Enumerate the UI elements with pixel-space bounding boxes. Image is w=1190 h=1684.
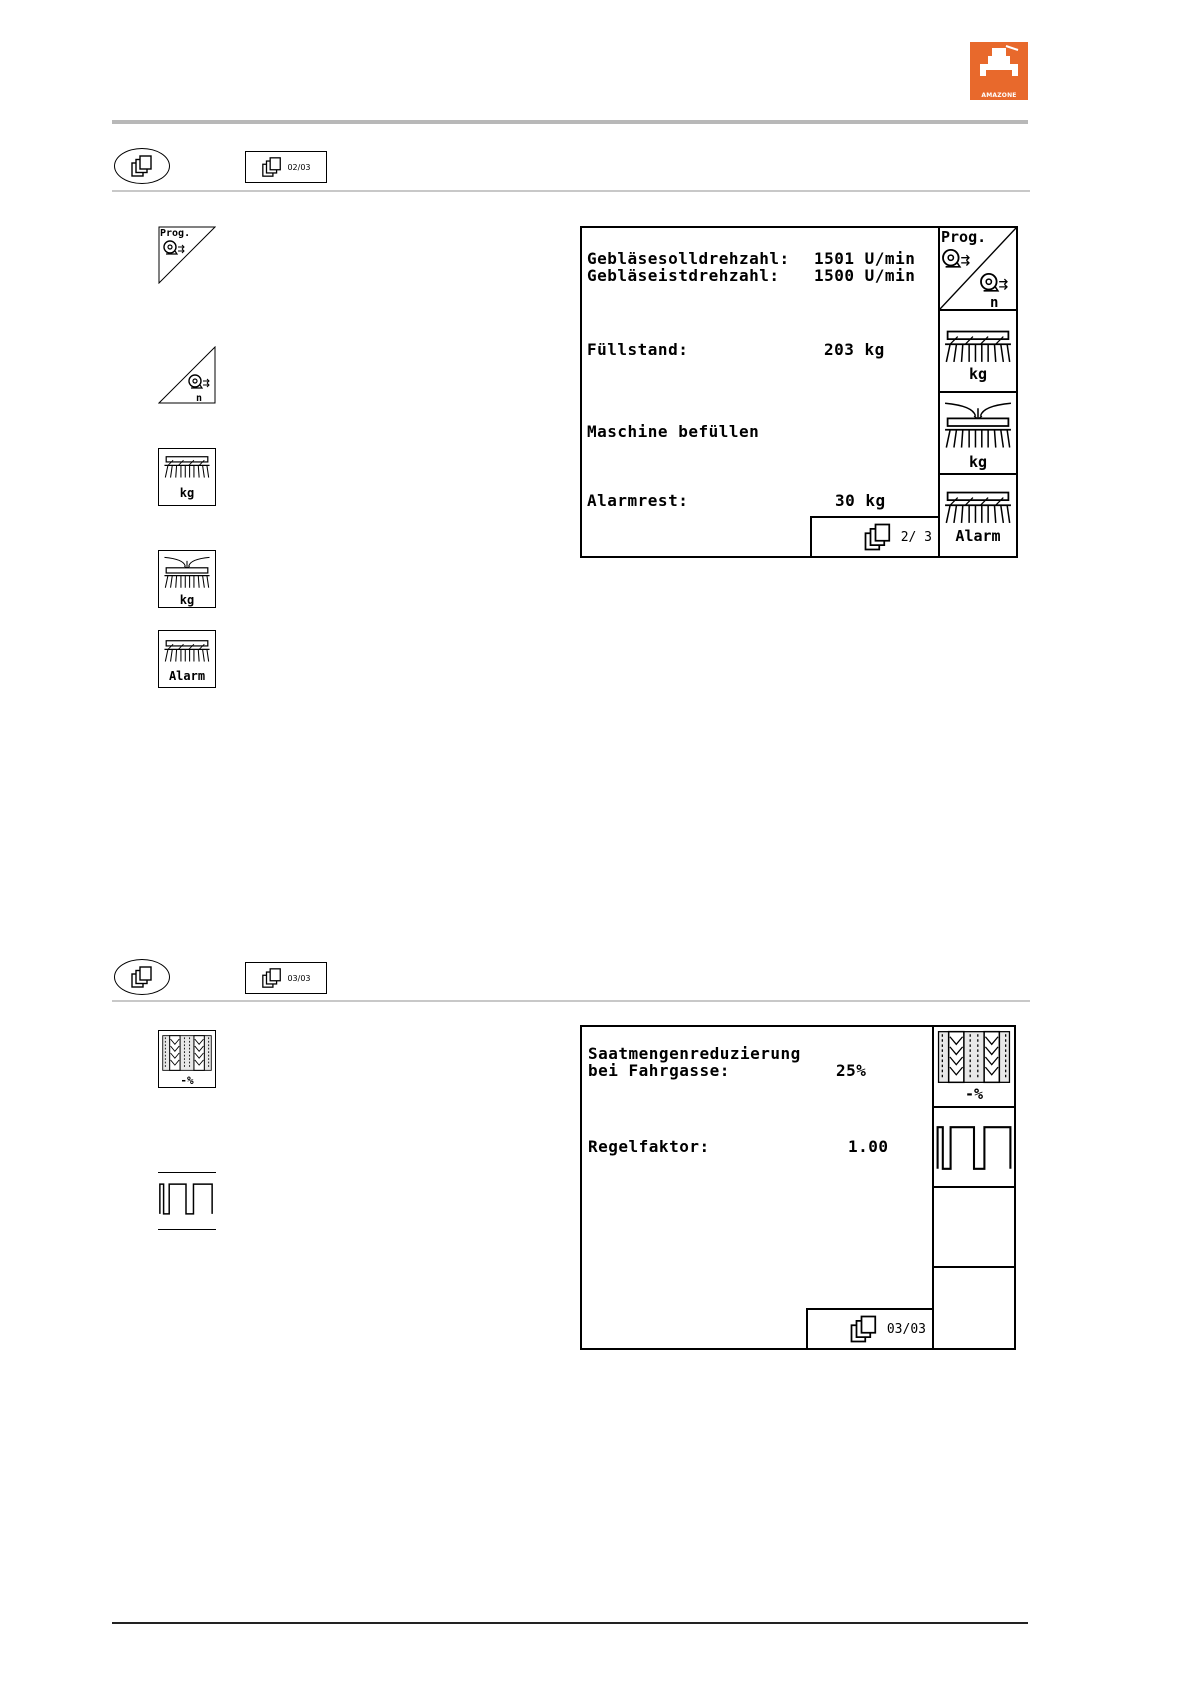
- alarm-rest-label: Alarmrest:: [587, 491, 689, 510]
- header-divider: [112, 120, 1028, 124]
- page-indicator-label: 03/03: [287, 973, 311, 983]
- fan-actual-label: Gebläseistdrehzahl:: [587, 266, 780, 285]
- page-indicator-label: 02/03: [287, 162, 311, 172]
- control-factor-label: Regelfaktor:: [588, 1137, 710, 1156]
- kg-label: kg: [179, 593, 195, 607]
- alarm-rest-value: 30 kg: [835, 491, 886, 510]
- seed-reduction-label: Saatmengenreduzierung: [588, 1044, 801, 1063]
- softkey-column: [938, 228, 1016, 556]
- tractor-icon: [970, 42, 1028, 90]
- control-factor-icon: [158, 1172, 216, 1230]
- page-indicator: [806, 1308, 932, 1348]
- softkey-fan-speed[interactable]: [940, 228, 1016, 311]
- page-navigation-button[interactable]: [114, 959, 170, 995]
- percent-label: -%: [964, 1085, 984, 1103]
- pulse-icon: [935, 1122, 1013, 1174]
- softkey-fill-machine[interactable]: [940, 393, 1016, 475]
- fan-target-label: Gebläsesolldrehzahl:: [587, 249, 790, 268]
- pages-icon: [130, 965, 154, 989]
- fan-icon: [943, 250, 969, 267]
- fan-prog-softkey-icon: [158, 226, 216, 284]
- prog-label: Prog.: [160, 228, 191, 239]
- tramline-label: bei Fahrgasse:: [588, 1061, 730, 1080]
- fan-icon: [981, 274, 1007, 291]
- softkey-column: [932, 1027, 1014, 1348]
- seed-drill-fill-icon: [940, 395, 1016, 457]
- percent-label: -%: [180, 1074, 194, 1087]
- pages-icon: [130, 154, 154, 178]
- control-factor-value: 1.00: [848, 1137, 889, 1156]
- softkey-empty[interactable]: [934, 1188, 1014, 1268]
- fan-rpm-icon: [158, 346, 216, 404]
- logo-text: AMAZONE: [981, 92, 1017, 99]
- tramline-reduction-icon: [158, 1030, 216, 1088]
- softkey-empty[interactable]: [934, 1268, 1014, 1348]
- softkey-fill-level[interactable]: [940, 311, 1016, 393]
- section-divider: [112, 190, 1030, 192]
- page-indicator-key[interactable]: [245, 962, 327, 994]
- softkey-alarm[interactable]: [940, 475, 1016, 556]
- kg-label: kg: [179, 486, 195, 500]
- n-label: n: [196, 393, 203, 404]
- alarm-rest-icon: [158, 630, 216, 688]
- softkey-control-factor[interactable]: [934, 1108, 1014, 1188]
- fill-level-value: 203 kg: [824, 340, 885, 359]
- softkey-tramline-reduction[interactable]: [934, 1027, 1014, 1108]
- machine-fill-text: Maschine befüllen: [587, 422, 760, 441]
- fill-level-label: Füllstand:: [587, 340, 689, 359]
- page-indicator: [810, 516, 938, 556]
- seed-drill-icon: [940, 487, 1016, 531]
- pulse-icon: [158, 1173, 214, 1225]
- kg-label: kg: [968, 365, 988, 383]
- page-navigation-button[interactable]: [114, 148, 170, 184]
- alarm-label: Alarm: [168, 669, 206, 683]
- alarm-label: Alarm: [955, 527, 1001, 545]
- page-number: 03/03: [886, 1321, 926, 1337]
- fill-level-icon: [158, 448, 216, 506]
- footer-divider: [112, 1622, 1028, 1624]
- page-number: 2/ 3: [900, 529, 932, 545]
- pages-icon: [261, 967, 283, 989]
- fill-machine-icon: [158, 550, 216, 608]
- amazone-logo: [970, 42, 1028, 100]
- fan-actual-value: 1500 U/min: [814, 266, 916, 285]
- prog-label: Prog.: [941, 228, 987, 246]
- tramline-icon: [936, 1029, 1012, 1085]
- page-indicator-key[interactable]: [245, 151, 327, 183]
- terminal-screen-page-2: [580, 226, 1018, 558]
- section-divider: [112, 1000, 1030, 1002]
- terminal-screen-page-3: [580, 1025, 1016, 1350]
- kg-label: kg: [968, 453, 988, 471]
- pages-icon: [863, 522, 893, 552]
- pages-icon: [261, 156, 283, 178]
- n-label: n: [990, 295, 999, 309]
- pages-icon: [849, 1314, 879, 1344]
- tramline-reduction-value: 25%: [836, 1061, 867, 1080]
- fan-target-value: 1501 U/min: [814, 249, 916, 268]
